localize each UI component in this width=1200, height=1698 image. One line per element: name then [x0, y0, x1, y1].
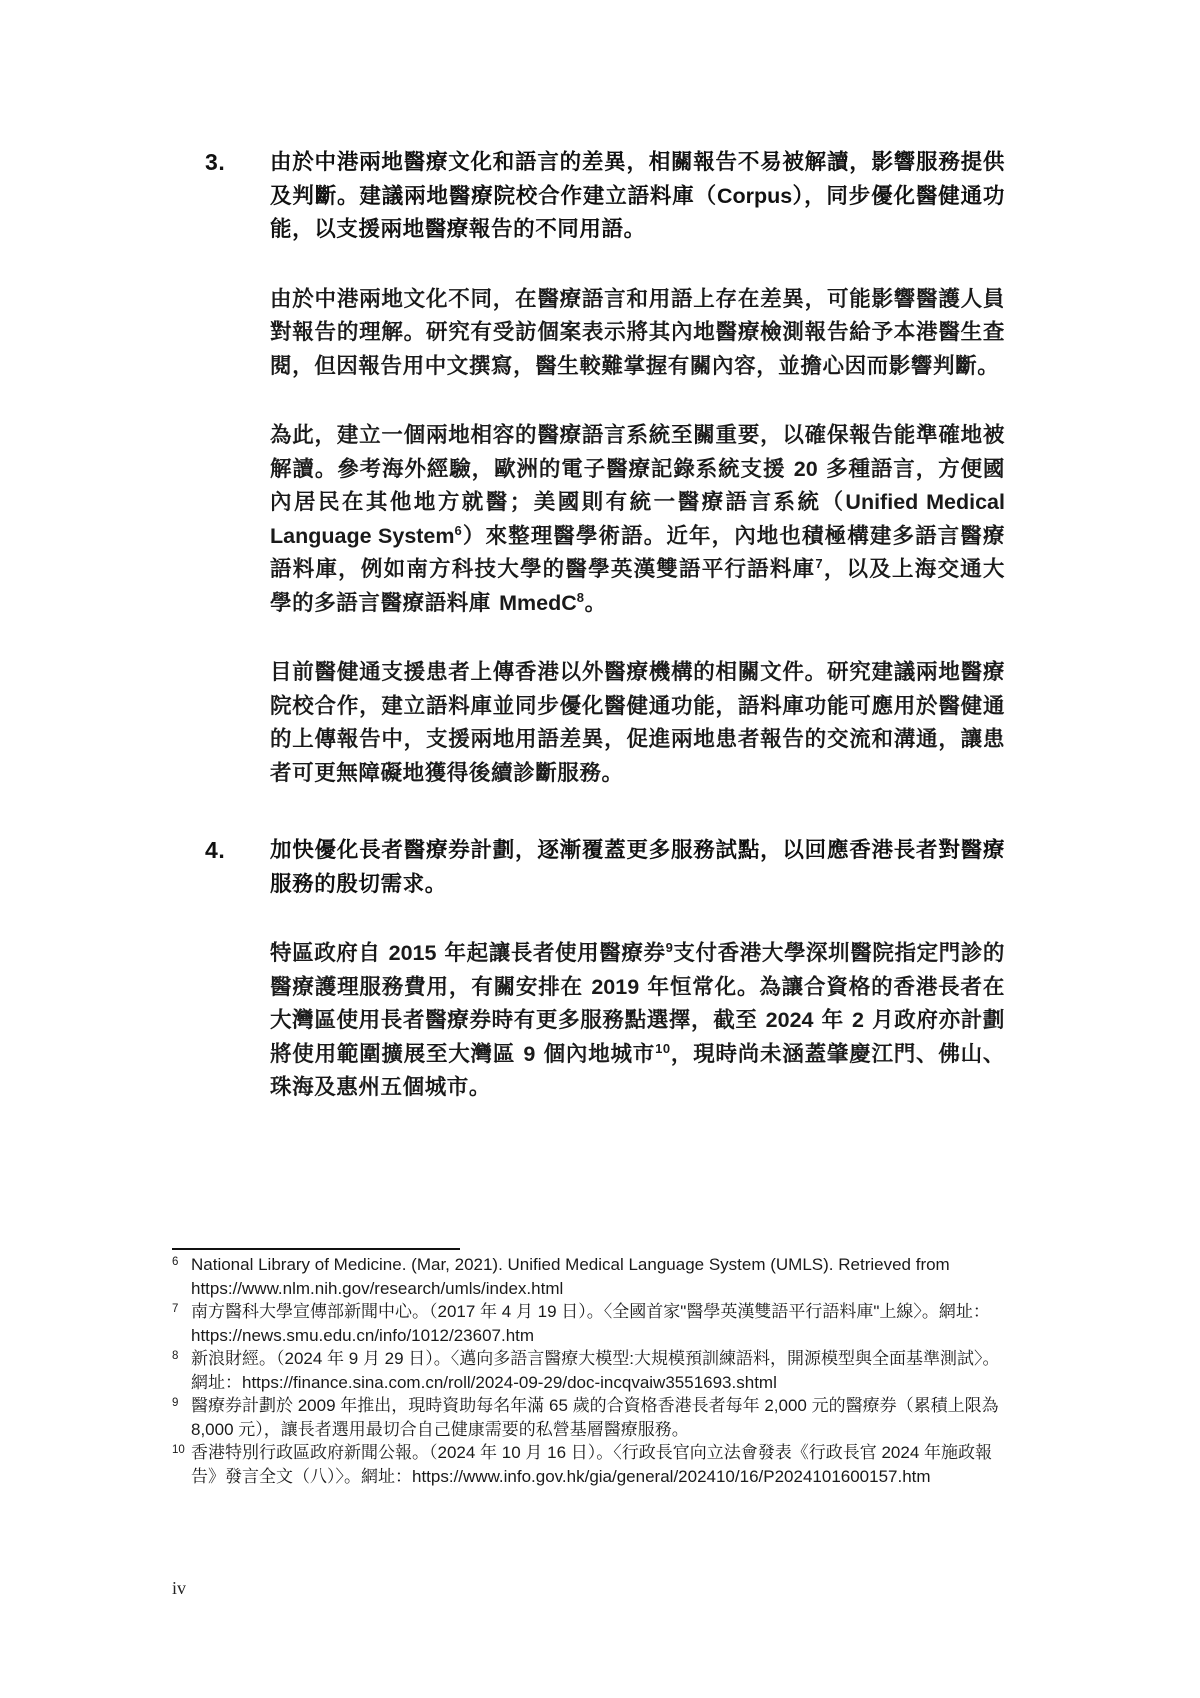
footnote-ref-6[interactable]: 6: [454, 522, 463, 538]
year-value: 2024: [765, 1008, 814, 1032]
heading-text: 由於中港兩地醫療文化和語言的差異，相關報告不易被解讀，影響服務提供及判斷。建議兩地醫療院校合作建立語料庫（: [270, 150, 1005, 209]
footnote-text: 南方醫科大學宣傳部新聞中心。（2017 年 4 月 19 日）。〈全國首家"醫學英漢雙語平行語料庫"上線〉。網址：https://news.smu.edu.cn/info/1012/23607.htm: [191, 1302, 990, 1345]
footnote-9: [172, 1394, 1007, 1441]
corpus-term: Corpus: [716, 183, 793, 208]
footnote-ref-8[interactable]: 8: [576, 589, 585, 605]
paragraph-text: ）來整理醫學術語。近年，內地也積極構建多語言醫療語料庫，例如南方科技大學的醫學英漢雙語平行語料庫: [270, 523, 1006, 582]
heading-text: 加快優化長者醫療券計劃，逐漸覆蓋更多服務試點，以回應香港長者對醫療服務的殷切需求。: [270, 838, 1005, 897]
footnote-6: [172, 1253, 1007, 1300]
recommendation-4-heading: [205, 834, 1005, 901]
list-number: 4.: [205, 837, 226, 863]
mmedc-term: MmedC: [499, 590, 577, 615]
paragraph: [270, 419, 1005, 620]
paragraph-text: 。: [584, 590, 607, 616]
footnote-number: 10: [172, 1444, 185, 1456]
footnote-ref-10[interactable]: 10: [655, 1040, 671, 1056]
footnote-number: 7: [172, 1303, 179, 1315]
footnote-ref-7[interactable]: 7: [815, 555, 824, 571]
paragraph-text: 支付香港大學深圳醫院指定門診的醫療護理服務費用，有關安排在: [270, 941, 1005, 1000]
paragraph-text: 為此，建立一個兩地相容的醫療語言系統至關重要，以確保報告能準確地被解讀。參考海外經驗，歐洲的電子醫療記錄系統支援: [270, 423, 1005, 482]
footnote-7: [172, 1300, 1007, 1347]
footnote-text: National Library of Medicine. (Mar, 2021). Unified Medical Language System (UMLS). Retrieved from https://www.nlm.nih.gov/research/umls/index.html: [191, 1255, 950, 1298]
heading-text: ），同步優化醫健通功能，以支援兩地醫療報告的不同用語。: [270, 183, 1005, 242]
footnote-8: [172, 1347, 1007, 1394]
paragraph: [270, 937, 1005, 1105]
paragraph-text: ，現時尚未涵蓋肇慶江門、佛山、珠海及惠州五個城市。: [270, 1041, 1005, 1100]
recommendation-3-heading: [205, 146, 1005, 247]
paragraph-text: 多種語言，方便國內居民在其他地方就醫；美國則有統一醫療語言系統（: [270, 456, 1006, 515]
footnote-text: 香港特別行政區政府新聞公報。（2024 年 10 月 16 日）。〈行政長官向立法會發表《行政長官 2024 年施政報告》發言全文（八）〉。網址：https://www.info.gov.hk/gia/general/202410/16/P2024101600157.htm: [191, 1443, 993, 1486]
paragraph: 目前醫健通支援患者上傳香港以外醫療機構的相關文件。研究建議兩地醫療院校合作，建立語料庫並同步優化醫健通功能，語料庫功能可應用於醫健通的上傳報告中，支援兩地用語差異，促進兩地患者報告的交流和溝通，讓患者可更無障礙地獲得後續診斷服務。: [270, 660, 1005, 786]
footnote-text: 新浪財經。（2024 年 9 月 29 日）。〈邁向多語言醫療大模型:大規模預訓練語料，開源模型與全面基準測試〉。網址：https://finance.sina.com.cn/roll/2024-09-29/doc-incqvaiw3551693.shtml: [191, 1349, 1000, 1392]
footnote-number: 8: [172, 1350, 179, 1362]
footnote-number: 9: [172, 1397, 179, 1409]
paragraph-text: 年: [813, 1008, 852, 1033]
footnote-divider: [172, 1248, 460, 1250]
footnote-text: 醫療券計劃於 2009 年推出，現時資助每名年滿 65 歲的合資格香港長者每年 2,000 元的醫療券（累積上限為 8,000 元），讓長者選用最切合自己健康需要的私營基層醫療服務。: [191, 1396, 999, 1439]
footnote-10: [172, 1441, 1007, 1488]
year-value: 2015: [388, 941, 437, 965]
footnote-ref-9[interactable]: 9: [665, 939, 674, 955]
year-value: 2019: [591, 974, 640, 999]
paragraph-text: ，以及上海交通大學的多語言醫療語料庫: [270, 557, 1005, 616]
list-number: 3.: [205, 149, 226, 175]
footnote-number: 6: [172, 1256, 179, 1268]
paragraph-text: 特區政府自: [270, 941, 389, 966]
month-value: 2: [851, 1008, 864, 1032]
number-value: 20: [793, 456, 818, 481]
footnotes: [172, 1253, 1007, 1488]
paragraph-text: 年恒常化。為讓合資格的香港長者在大灣區使用長者醫療券時有更多服務點選擇，截至: [270, 974, 1005, 1033]
main-content: [205, 146, 1005, 1105]
umls-term: Unified Medical Language System: [270, 490, 1005, 548]
paragraph-text: 月政府亦計劃將使用範圍擴展至大灣區: [270, 1008, 1005, 1067]
page-number: iv: [172, 1578, 187, 1598]
paragraph-text: 個內地城市: [535, 1041, 656, 1067]
number-value: 9: [523, 1041, 536, 1066]
paragraph: 由於中港兩地文化不同，在醫療語言和用語上存在差異，可能影響醫護人員對報告的理解。研究有受訪個案表示將其內地醫療檢測報告給予本港醫生查閱，但因報告用中文撰寫，醫生較難掌握有關內容，並擔心因而影響判斷。: [270, 286, 1005, 379]
paragraph-text: 年起讓長者使用醫療券: [436, 941, 666, 966]
